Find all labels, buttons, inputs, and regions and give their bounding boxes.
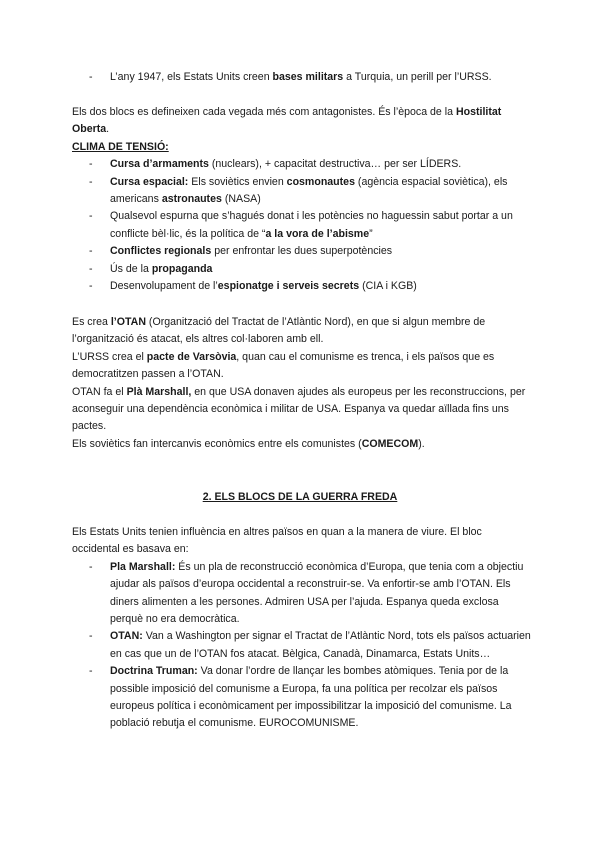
bold-text: propaganda [151,262,213,275]
text: Va donar l’ordre de llançar les bombes atòmiques. Tenia por de la possible imposició del comunisme a Europa, fa una política per recolzar els països europeus política i econòmicament per impossibilitzar la imposició del comunisme. La població rebutja el comunisme. EUROCOMUNISME. [110,665,512,730]
text: Els soviètics envien [188,175,287,188]
clima-heading: CLIMA DE TENSIÓ: [72,140,169,153]
section2-intro: Els Estats Units tenien influència en altres països en quan a la manera de viure. El bloc occidental es basava en: [72,526,482,556]
text: L’any 1947, els Estats Units creen [110,71,273,83]
paragraph-line [72,314,532,349]
list-item [72,156,532,173]
text: , quan cau el comunisme es trenca, i els països que es democratitzen passen a l’OTAN. [72,350,495,381]
bold-text: OTAN: [110,630,143,643]
section2-body [72,524,532,733]
bold-text: Doctrina Truman: [110,665,198,678]
bold-text: a la vora de l’abisme [265,227,370,240]
text: (CIA i KGB) [359,280,417,293]
section-heading: 2. ELS BLOCS DE LA GUERRA FREDA [202,491,398,503]
list-item [72,663,532,733]
bold-text: Hostilitat Oberta [72,106,502,136]
text: ” [369,227,373,240]
list-item [72,208,532,243]
text: ). [418,437,425,450]
text: . [106,123,110,136]
paragraph-line [72,436,532,453]
text: És un pla de reconstrucció econòmica d’Europa, que tenia com a objectiu ajudar als països d’europa occidental a reconstruir-se. Va enfortir-se amb l’OTAN. Els diners alimenten a les persones. Admiren USA per l’ajuda. Espanya queda exclosa perquè no era democràtica. [110,560,524,626]
bold-text: Plà Marshall, [126,385,192,398]
text: per enfrontar les dues superpotències [211,245,393,258]
bold-text: COMECOM [361,437,419,450]
blocs-paragraph [72,104,532,295]
bold-text: pacte de Varsòvia [146,350,237,363]
text: Es crea [72,316,111,328]
section-heading-container [0,489,600,506]
bold-text: Cursa espacial: [110,175,189,188]
paragraph-line [72,349,532,384]
bold-text: l’OTAN [110,316,146,328]
text: (NASA) [221,193,261,206]
paragraph-line [72,384,532,436]
list-item [72,174,532,209]
list-item [72,261,532,278]
list-item [72,69,532,86]
text: Van a Washington per signar el Tractat de l’Atlàntic Nord, tots els països actuarien en cas que un de l’OTAN fos atacat. Bèlgica, Canadà, Dinamarca, Estats Units… [110,630,531,660]
text: (Organització del Tractat de l’Atlàntic Nord), en que si algun membre de l’organització és atacat, els altres col·laboren amb ell. [72,316,486,346]
bold-text: espionatge i serveis secrets [217,280,360,293]
bold-text: cosmonautes [286,175,355,188]
text: Ús de la [110,262,152,275]
bold-text: astronautes [161,193,222,206]
list-item [72,559,532,629]
text: OTAN fa el [72,385,127,398]
bold-text: bases militars [272,71,344,83]
text: (nuclears), + capacitat destructiva… per ser LÍDERS. [208,158,462,171]
text: Qualsevol espurna que s’hagués donat i les potències no haguessin sabut portar a un conflicte bèl·lic, és la política de “ [110,210,513,240]
otan-paragraph [72,314,532,453]
bold-text: Conflictes regionals [110,245,212,258]
top-bullet-list [72,69,532,86]
text: Desenvolupament de l’ [110,280,218,293]
bold-text: Pla Marshall: [110,560,176,573]
text: a Turquia, un perill per l’URSS. [343,71,492,83]
list-item [72,278,532,295]
text: en que USA donaven ajudes als europeus per les reconstruccions, per aconseguir una dependència econòmica i militar de USA. Espanya va quedar aïllada fins uns pactes. [72,385,526,433]
text: L’URSS crea el [72,350,147,363]
text: (agència espacial soviètica), els americans [110,175,508,206]
bold-text: Cursa d’armaments [110,158,209,171]
list-item [72,243,532,260]
list-item [72,628,532,663]
text: Els soviètics fan intercanvis econòmics entre els comunistes ( [72,437,362,450]
section2-list [72,559,532,733]
clima-list [72,156,532,295]
text: Els dos blocs es defineixen cada vegada més com antagonistes. És l’època de la [72,106,456,118]
